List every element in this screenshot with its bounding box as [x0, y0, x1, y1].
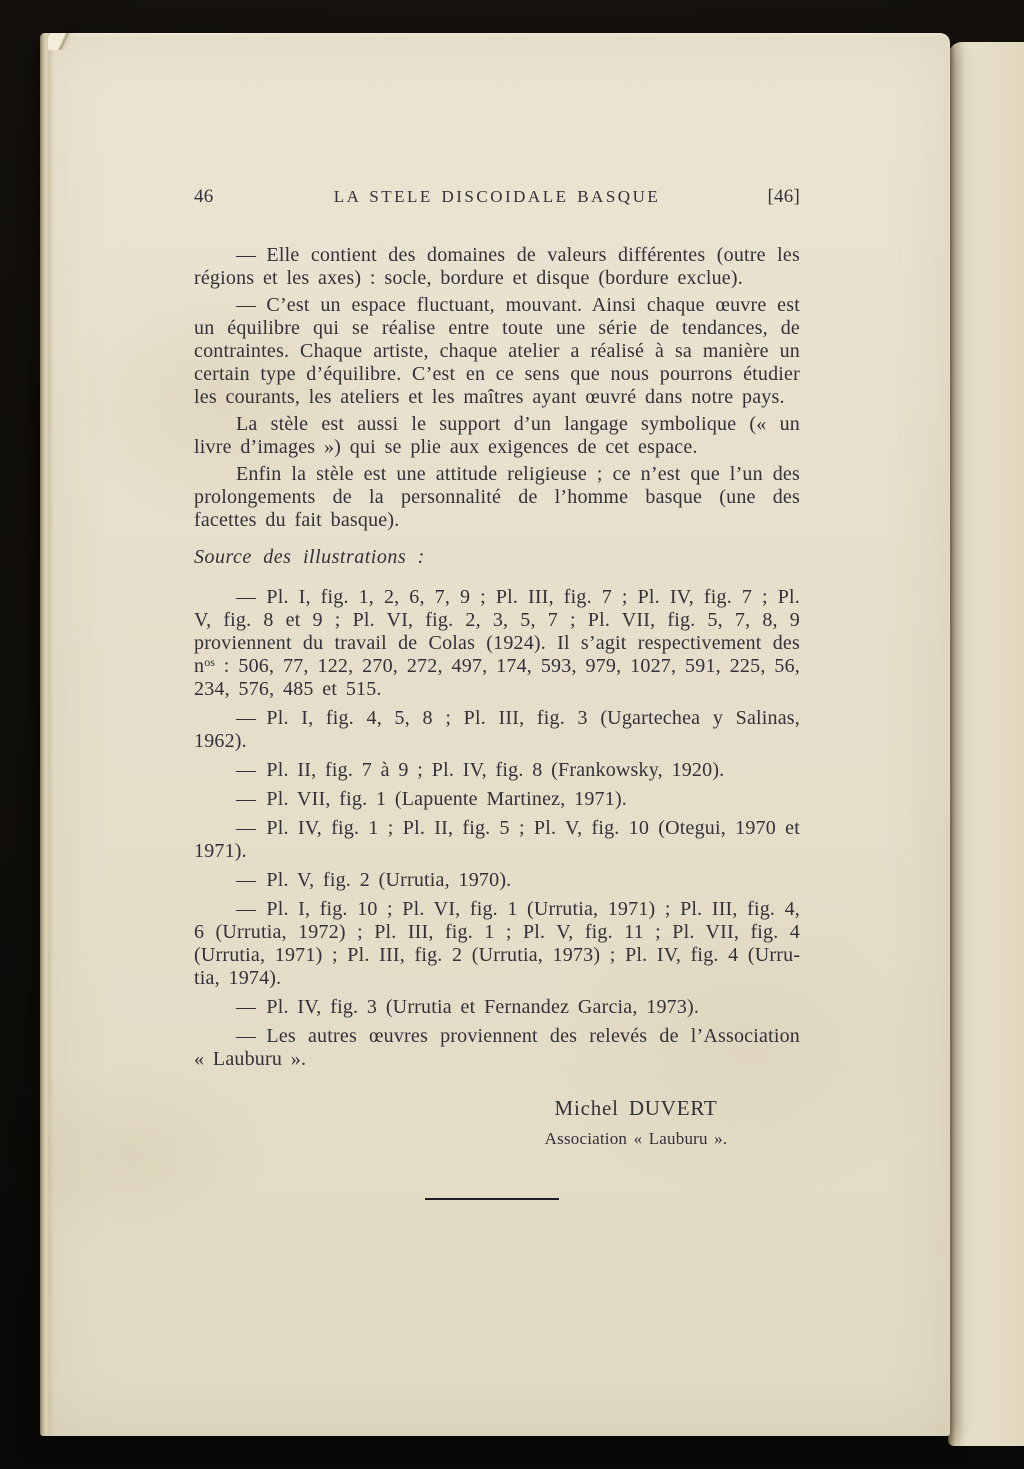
- signature-block: [506, 1097, 766, 1150]
- source-item: — Pl. IV, fig. 1 ; Pl. II, fig. 5 ; Pl. V, fig. 10 (Otegui, 1970 et 1971).: [194, 817, 800, 862]
- signature-name: Michel DUVERT: [554, 1096, 718, 1120]
- next-page-edge: [948, 42, 1024, 1446]
- running-header: [194, 185, 800, 208]
- source-intro-text: : 506, 77, 122, 270, 272, 497, 174, 593, 979, 1027, 591, 225, 56, 234, 576, 485 et 515.: [194, 655, 800, 700]
- folio-left: 46: [194, 186, 214, 207]
- source-intro: [194, 586, 800, 701]
- folio-right: [46]: [767, 186, 800, 207]
- page-content: [194, 185, 800, 1200]
- body-paragraph: La stèle est aussi le support d’un langage symbolique (« un livre d’images ») qui se plie aux exigences de cet espace.: [194, 413, 800, 458]
- page-left-edge: [40, 33, 54, 1436]
- superscript-ordinal: os: [204, 655, 215, 669]
- book-page: [40, 33, 950, 1436]
- signature-affiliation: Association « Lauburu ».: [544, 1129, 728, 1148]
- body-paragraph: Enfin la stèle est une attitude religieuse ; ce n’est que l’un des prolongements de la personnalité de l’homme basque (une des facettes du fait basque).: [194, 463, 800, 531]
- source-item: — Pl. I, fig. 4, 5, 8 ; Pl. III, fig. 3 (Ugartechea y Salinas, 1962).: [194, 707, 800, 752]
- section-heading: Source des illustrations :: [194, 546, 425, 568]
- body-paragraph: — Elle contient des domaines de valeurs différentes (outre les régions et les axes) : socle, bordure et disque (bordure exclue).: [194, 244, 800, 289]
- end-rule-divider: [425, 1198, 559, 1200]
- page-corner-fold: [48, 33, 78, 50]
- body-paragraph: — C’est un espace fluctuant, mouvant. Ainsi chaque œuvre est un équilibre qui se réalise entre toute une série de tendances, de contraintes. Chaque artiste, chaque atelier a réalisé à sa manière un certain type d’équilibre. C’est en ce sens que nous pourrons étudier les courants, les ateliers et les maîtres ayant œuvré dans notre pays.: [194, 294, 800, 408]
- source-item: — Pl. VII, fig. 1 (Lapuente Martinez, 1971).: [236, 788, 628, 810]
- source-item: — Pl. V, fig. 2 (Urrutia, 1970).: [236, 869, 512, 891]
- source-item: — Pl. IV, fig. 3 (Urrutia et Fernandez Garcia, 1973).: [236, 996, 700, 1018]
- source-intro-text: — Pl. I, fig. 1, 2, 6, 7, 9 ; Pl. III, fig. 7 ; Pl. IV, fig. 7 ; Pl. V, fig. 8 et 9 ; Pl. VI, fig. 2, 3, 5, 7 ; Pl. VII, fig. 5, 7, 8, 9 proviennent du travail de Colas (1924). Il s’agit respectivement des n: [194, 586, 800, 677]
- source-item: — Les autres œuvres proviennent des relevés de l’Association « Lauburu ».: [194, 1025, 800, 1070]
- running-title: LA STELE DISCOIDALE BASQUE: [333, 187, 661, 206]
- source-item: — Pl. II, fig. 7 à 9 ; Pl. IV, fig. 8 (Frankowsky, 1920).: [236, 759, 725, 781]
- source-item: — Pl. I, fig. 10 ; Pl. VI, fig. 1 (Urrutia, 1971) ; Pl. III, fig. 4, 6 (Urrutia, 1972) ; Pl. III, fig. 1 ; Pl. V, fig. 11 ; Pl. VII, fig. 4 (Urrutia, 1971) ; Pl. III, fig. 2 (Urrutia, 1973) ; Pl. IV, fig. 4 (Urrutia, 1974).: [194, 898, 800, 989]
